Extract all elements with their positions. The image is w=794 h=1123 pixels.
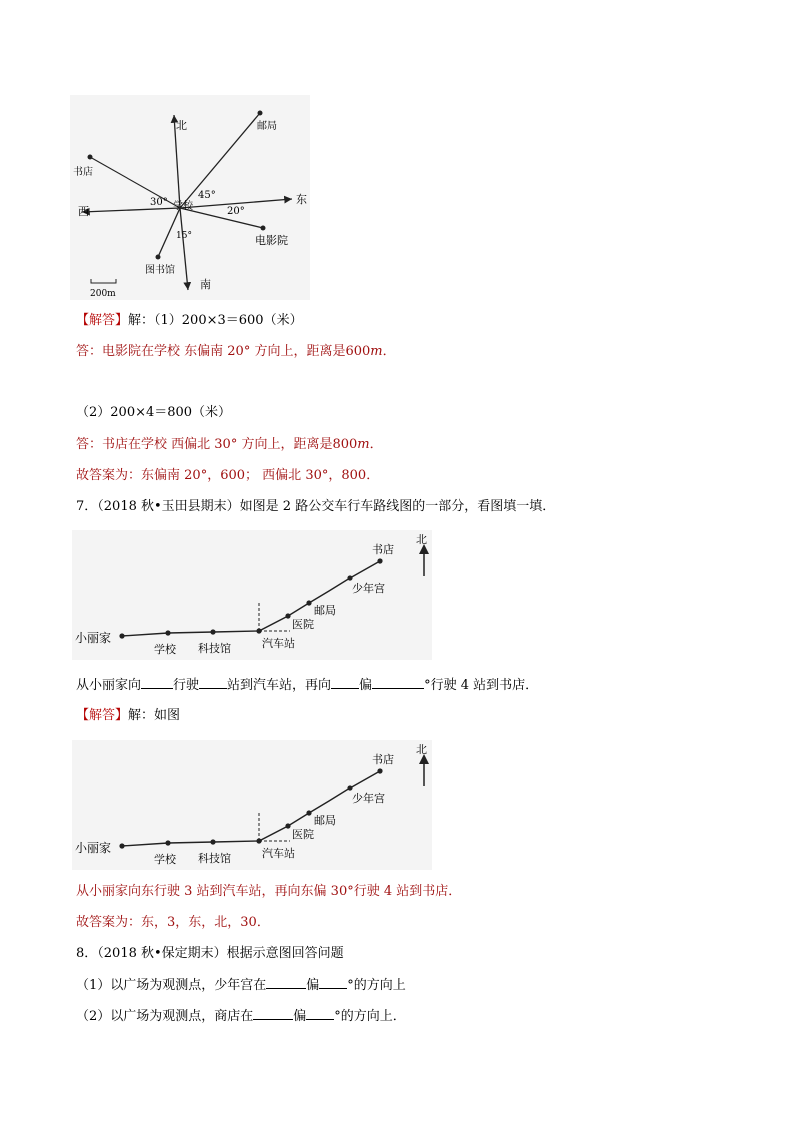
hospital-label: 医院: [292, 828, 314, 841]
west-label: 西: [78, 205, 89, 218]
angle-w-label: 30°: [150, 197, 168, 208]
blank-1: [266, 976, 306, 989]
stop-bookstore: [377, 768, 382, 773]
station-label: 汽车站: [262, 847, 295, 860]
scale-label: 200m: [90, 289, 116, 299]
bookstore-label: 书店: [372, 543, 394, 556]
blank-2: [319, 976, 347, 989]
blank-2: [306, 1007, 334, 1020]
post-office-label: 邮局: [257, 121, 277, 132]
hospital-label: 医院: [292, 618, 314, 631]
bookstore-label: 书店: [372, 753, 394, 766]
stop-school: [165, 840, 170, 845]
bookstore-label: 书店: [73, 167, 93, 178]
angle-s-label: 15°: [176, 231, 192, 241]
question-7-fill: 从小丽家向 行驶 站到汽车站，再向 偏 °行驶 4 站到书店．: [76, 678, 539, 693]
cinema-point: [261, 226, 266, 231]
home-label: 小丽家: [75, 631, 112, 645]
stop-sci: [210, 629, 215, 634]
post-office-point: [258, 111, 263, 116]
school-label: 学校: [154, 643, 176, 656]
angle-e-label: 20°: [227, 206, 245, 217]
question-8-title: 8．（2018 秋•保定期末）根据示意图回答问题: [76, 946, 344, 961]
youth-label: 少年宫: [352, 582, 385, 595]
stop-home: [119, 843, 124, 848]
youth-label: 少年宫: [352, 792, 385, 805]
stop-home: [119, 633, 124, 638]
stop-post: [306, 810, 311, 815]
post-label: 邮局: [314, 604, 336, 617]
school-label: 学校: [154, 853, 176, 866]
solution-1-intro: 【解答】解：（1）200×3＝600（米）: [76, 313, 303, 328]
north-label: 北: [416, 743, 427, 756]
stop-sci: [210, 839, 215, 844]
route-map: [72, 530, 432, 660]
question-7-title: 7．（2018 秋•玉田县期末）如图是 2 路公交车行车路线图的一部分，看图填一填．: [76, 499, 556, 514]
stop-post: [306, 600, 311, 605]
final-answer-6: 故答案为：东偏南 20°，600； 西偏北 30°，800．: [76, 468, 380, 483]
question-7-answer: 从小丽家向东行驶 3 站到汽车站，再向东偏 30°行驶 4 站到书店．: [76, 884, 462, 899]
question-8-part-1: （1）以广场为观测点，少年宫在 偏 °的方向上: [76, 978, 406, 993]
blank-1: [253, 1007, 293, 1020]
angle-ne-label: 45°: [198, 190, 216, 201]
stop-station: [256, 838, 261, 843]
blank-4: [372, 676, 424, 689]
ray-post-office: [180, 113, 260, 208]
solution-tag: 【解答】: [76, 708, 129, 723]
west-axis: [82, 208, 180, 212]
question-7-final: 故答案为：东，3，东，北，30．: [76, 915, 270, 930]
scale-bar: [91, 279, 116, 283]
blank-2: [199, 676, 227, 689]
solution-tag: 【解答】: [76, 313, 129, 328]
sci-label: 科技馆: [198, 852, 231, 865]
north-label: 北: [176, 119, 187, 132]
library-point: [156, 255, 161, 260]
post-label: 邮局: [314, 814, 336, 827]
sci-label: 科技馆: [198, 642, 231, 655]
home-label: 小丽家: [75, 841, 112, 855]
east-label: 东: [296, 193, 307, 206]
blank-3: [331, 676, 359, 689]
solution-1-answer: 答：电影院在学校 东偏南 20° 方向上，距离是600m．: [76, 344, 396, 359]
stop-school: [165, 630, 170, 635]
stop-bookstore: [377, 558, 382, 563]
solution-2-answer: 答：书店在学校 西偏北 30° 方向上，距离是800m．: [76, 437, 383, 452]
route-line: [122, 561, 380, 636]
stop-station: [256, 628, 261, 633]
station-label: 汽车站: [262, 637, 295, 650]
library-label: 图书馆: [145, 265, 175, 276]
stop-hospital: [285, 823, 290, 828]
south-axis: [180, 208, 188, 290]
bookstore-point: [88, 155, 93, 160]
south-label: 南: [200, 278, 211, 291]
solution-2-intro: （2）200×4＝800（米）: [76, 405, 232, 420]
cinema-label: 电影院: [255, 234, 288, 247]
center-label: 学校: [173, 201, 193, 212]
question-7-solution: 【解答】解：如图: [76, 708, 181, 723]
stop-youth: [347, 575, 352, 580]
compass-figure: [70, 95, 310, 305]
route-line: [122, 771, 380, 846]
question-8-part-2: （2）以广场为观测点，商店在 偏 °的方向上．: [76, 1009, 406, 1024]
stop-youth: [347, 785, 352, 790]
stop-hospital: [285, 613, 290, 618]
north-label: 北: [416, 533, 427, 546]
route-map-2: [72, 740, 432, 870]
blank-1: [141, 676, 173, 689]
